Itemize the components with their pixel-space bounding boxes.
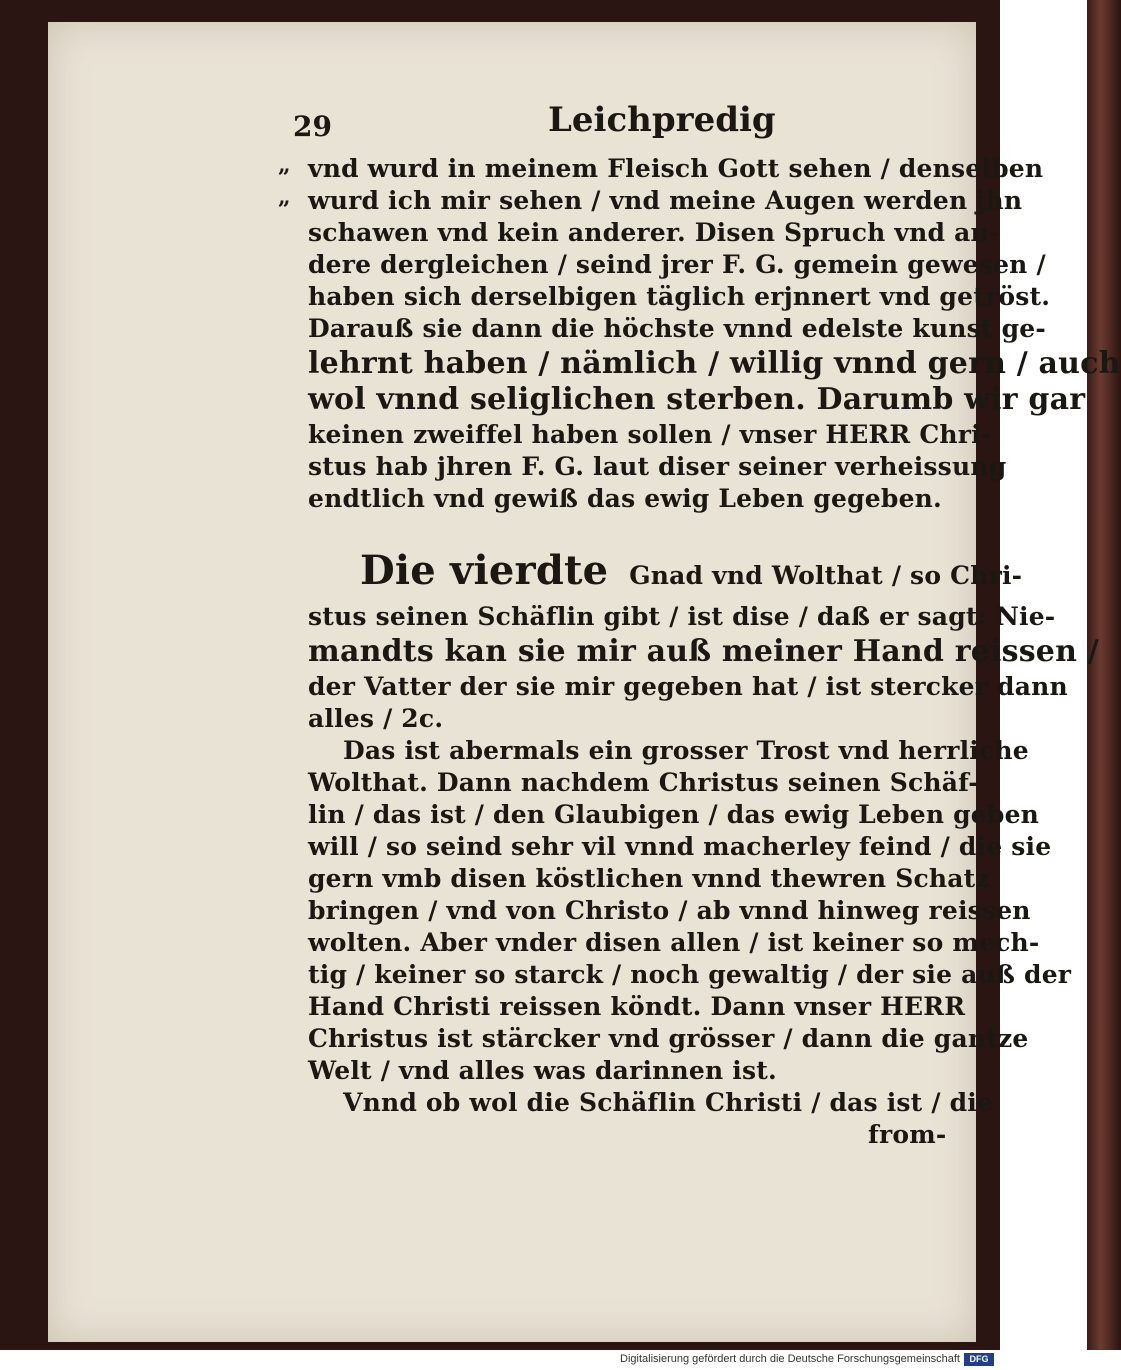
text-line: Welt / vnd alles was darinnen ist. bbox=[308, 1056, 777, 1085]
catchword: from- bbox=[868, 1120, 947, 1149]
text-line: vnd wurd in meinem Fleisch Gott sehen / denselben bbox=[308, 154, 1044, 183]
text-line: schawen vnd kein anderer. Disen Spruch vnd an- bbox=[308, 218, 1000, 247]
text-line: wol vnnd seliglichen sterben. Darumb wir gar bbox=[308, 382, 1086, 417]
book-edge bbox=[1087, 0, 1121, 1350]
footer-bar bbox=[0, 1350, 1000, 1370]
text-line: keinen zweiffel haben sollen / vnser HERR Chri- bbox=[308, 420, 992, 449]
text-line: stus seinen Schäflin gibt / ist dise / daß er sagt: Nie- bbox=[308, 602, 1056, 631]
margin-mark: „ bbox=[278, 152, 291, 178]
page-number: 29 bbox=[293, 110, 332, 143]
text-line: bringen / vnd von Christo / ab vnnd hinweg reissen bbox=[308, 896, 1031, 925]
text-line: haben sich derselbigen täglich erjnnert vnd getröst. bbox=[308, 282, 1051, 311]
section-first-line bbox=[360, 547, 1022, 594]
text-line: Gnad vnd Wolthat / so Chri- bbox=[629, 561, 1023, 590]
text-line: Christus ist stärcker vnd grösser / dann die gantze bbox=[308, 1024, 1029, 1053]
text-line: wolten. Aber vnder disen allen / ist keiner so mech- bbox=[308, 928, 1040, 957]
page-text bbox=[48, 22, 1121, 1342]
section-lead: Die vierdte bbox=[360, 547, 609, 594]
text-line: Das ist abermals ein grosser Trost vnd herrliche bbox=[343, 736, 1029, 765]
text-line: mandts kan sie mir auß meiner Hand reissen / bbox=[308, 634, 1099, 669]
text-line: will / so seind sehr vil vnnd macherley feind / die sie bbox=[308, 832, 1052, 861]
margin-mark: „ bbox=[278, 184, 291, 210]
book-page bbox=[48, 22, 1121, 1342]
funding-credit: Digitalisierung gefördert durch die Deutsche Forschungsgemeinschaft bbox=[620, 1353, 960, 1365]
text-line: gern vmb disen köstlichen vnnd thewren Schatz bbox=[308, 864, 990, 893]
text-line: wurd ich mir sehen / vnd meine Augen werden jhn bbox=[308, 186, 1023, 215]
text-line: endtlich vnd gewiß das ewig Leben gegeben. bbox=[308, 484, 942, 513]
dfg-logo-icon: DFG bbox=[964, 1353, 994, 1366]
text-line: lin / das ist / den Glaubigen / das ewig Leben geben bbox=[308, 800, 1040, 829]
text-line: lehrnt haben / nämlich / willig vnnd gern / auch bbox=[308, 346, 1121, 381]
running-title: Leichpredig bbox=[548, 100, 776, 140]
text-line: dere dergleichen / seind jrer F. G. gemein gewesen / bbox=[308, 250, 1046, 279]
text-line: tig / keiner so starck / noch gewaltig / der sie auß der bbox=[308, 960, 1072, 989]
text-line: Hand Christi reissen köndt. Dann vnser HERR bbox=[308, 992, 966, 1021]
text-line: alles / 2c. bbox=[308, 704, 444, 733]
text-line: Vnnd ob wol die Schäflin Christi / das ist / die bbox=[343, 1088, 994, 1117]
text-line: stus hab jhren F. G. laut diser seiner verheissung bbox=[308, 452, 1007, 481]
text-line: der Vatter der sie mir gegeben hat / ist stercker dann bbox=[308, 672, 1068, 701]
text-line: Wolthat. Dann nachdem Christus seinen Schäf- bbox=[308, 768, 979, 797]
text-line: Darauß sie dann die höchste vnnd edelste kunst ge- bbox=[308, 314, 1046, 343]
